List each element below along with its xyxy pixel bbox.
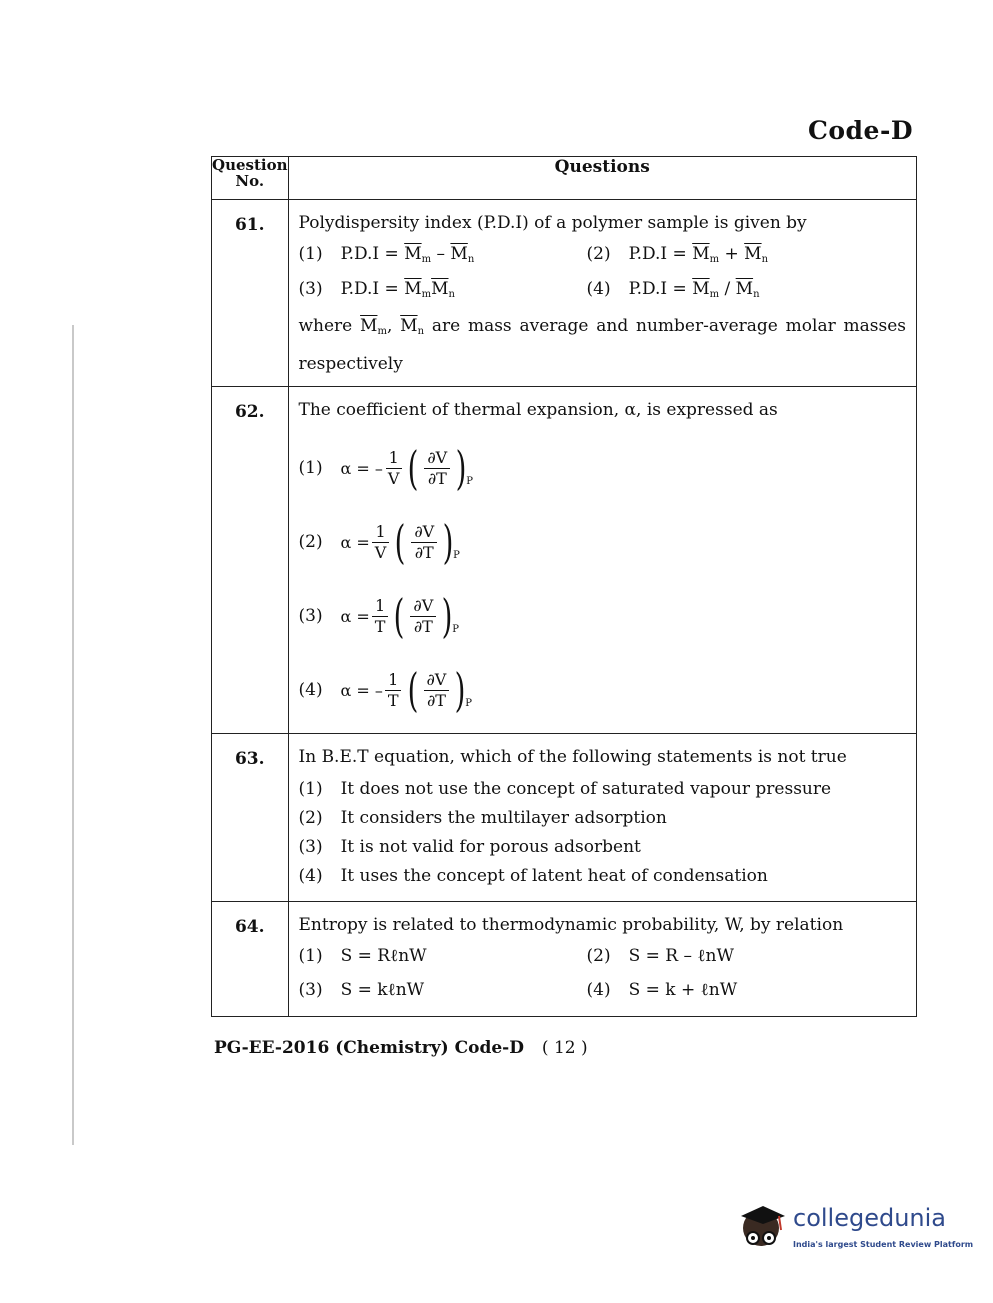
option-number: (2) [298,532,323,552]
question-text: Entropy is related to thermodynamic probability, W, by relation [298,915,844,935]
fraction [372,522,390,563]
page-footer [214,1038,588,1058]
question-number: 62. [212,387,289,734]
question-note [299,310,907,380]
formula-sub: m [709,254,720,265]
option-number: (2) [586,946,611,966]
formula-lhs: P.D.I = [628,244,693,264]
question-body [288,902,917,1017]
option-text: It uses the concept of latent heat of condensation [340,866,768,886]
partial-fraction [410,596,436,637]
note-term: $\overline{M}$ [360,316,378,336]
options [299,244,907,300]
note-sub: m [377,326,387,337]
formula-sub: n [761,254,769,265]
question-text: The coefficient of thermal expansion, α, is expressed as [298,400,778,420]
left-paren: ( [408,441,419,495]
formula-term: $\overline{M}$ [692,244,710,264]
fraction [372,596,389,637]
options [299,779,907,886]
footer-title: PG-EE-2016 (Chemistry) Code-D [214,1038,524,1058]
formula-term: $\overline{M}$ [431,279,449,299]
formula-term: $\overline{M}$ [744,244,762,264]
fraction [385,448,403,489]
column-question-no: Question No. [212,157,289,200]
option-formula [341,244,475,265]
fraction-num: 1 [372,596,388,617]
note-text: where [298,316,361,336]
fraction-den: ∂T [413,616,433,636]
option-2[interactable] [587,946,907,966]
option-number: (1) [298,458,323,478]
collegedunia-logo[interactable] [735,1198,974,1258]
option-number: (3) [298,980,323,1000]
question-number: 64. [212,902,289,1017]
note-text: are mass average and number-average molar masses respectively [298,316,906,374]
note-text: , [386,316,401,336]
formula-lhs: α = – [340,458,383,478]
formula-lhs: α = [340,532,370,552]
right-paren: ) [455,441,467,495]
formula-sub: m [421,254,432,265]
fraction-den: T [374,616,386,636]
option-number: (1) [298,244,323,264]
fraction [385,670,402,711]
fraction-den: V [374,542,387,562]
left-paren: ( [407,663,418,717]
option-4[interactable] [587,279,907,300]
option-4[interactable] [299,653,907,727]
option-4[interactable] [299,866,907,886]
option-formula [340,663,473,717]
option-number: (3) [298,837,323,857]
option-text: It is not valid for porous adsorbent [340,837,641,857]
option-4[interactable] [587,980,907,1000]
formula-sub: m [709,289,720,300]
formula-lhs: P.D.I = [628,279,693,299]
subscript-p: P [453,550,460,561]
left-paren: ( [394,589,405,643]
question-number: 63. [212,734,289,902]
question-text: Polydispersity index (P.D.I) of a polymer sample is given by [298,213,807,233]
formula-lhs: α = [340,606,370,626]
mascot-icon [735,1198,791,1258]
option-1[interactable] [299,244,587,265]
note-sub: n [417,326,425,337]
fraction-den: ∂T [426,690,446,710]
fraction-den: V [387,468,400,488]
option-2[interactable] [299,808,907,828]
option-formula [629,244,768,265]
fraction-num: 1 [372,522,388,543]
fraction-num: 1 [385,670,401,691]
formula-lhs: P.D.I = [340,279,405,299]
right-paren: ) [454,663,466,717]
option-number: (1) [298,946,323,966]
option-number: (4) [298,680,323,700]
formula-op: + [719,244,745,264]
question-row-63 [212,734,917,902]
question-body [288,734,917,902]
question-row-62 [212,387,917,734]
scan-margin-line [72,325,74,1145]
option-text: It does not use the concept of saturated vapour pressure [340,779,832,799]
subscript-p: P [465,698,473,709]
page-number: ( 12 ) [541,1038,588,1058]
partial-fraction [411,522,437,563]
option-1[interactable] [299,779,907,799]
question-row-64 [212,902,917,1017]
formula-lhs: P.D.I = [340,244,405,264]
paper-code: Code-D [807,116,913,145]
formula-op: – [431,244,451,264]
option-number: (2) [298,808,323,828]
logo-name: collegedunia [793,1204,947,1232]
fraction-den: T [387,690,399,710]
formula-term: $\overline{M}$ [692,279,710,299]
question-body [288,200,917,387]
fraction-num: ∂V [424,448,450,469]
option-text: S = R – ℓnW [628,946,734,966]
formula-sub: m [421,289,432,300]
option-text: It considers the multilayer adsorption [340,808,667,828]
note-term: $\overline{M}$ [400,316,418,336]
option-1[interactable] [299,431,907,505]
formula-term: $\overline{M}$ [404,279,422,299]
formula-sub: n [753,289,760,300]
formula-op: / [719,279,736,299]
option-1[interactable] [299,946,587,966]
option-3[interactable] [299,579,907,653]
option-text: S = kℓnW [340,980,425,1000]
option-number: (3) [298,279,323,299]
fraction-num: ∂V [410,596,436,617]
subscript-p: P [452,624,459,635]
left-paren: ( [394,515,406,569]
option-number: (3) [298,606,323,626]
formula-term: $\overline{M}$ [404,244,422,264]
question-text: In B.E.T equation, which of the following statements is not true [298,747,847,767]
formula-sub: n [467,254,475,265]
option-3[interactable] [299,980,587,1000]
option-formula [340,589,459,643]
option-number: (4) [298,866,323,886]
fraction-den: ∂T [414,542,434,562]
fraction-num: 1 [386,448,402,469]
formula-term: $\overline{M}$ [735,279,754,299]
option-formula [340,441,473,495]
right-paren: ) [441,589,453,643]
partial-fraction [424,670,450,711]
option-formula [629,279,760,300]
option-3[interactable] [299,279,587,300]
option-2[interactable] [299,505,907,579]
formula-lhs: α = – [340,680,383,700]
option-number: (1) [298,779,323,799]
question-body [288,387,917,734]
formula-term: $\overline{M}$ [450,244,468,264]
partial-fraction [424,448,450,489]
table-header-row [212,157,917,200]
fraction-num: ∂V [424,670,450,691]
option-formula [340,515,460,569]
options [299,946,907,1000]
option-number: (4) [586,279,611,299]
questions-table [211,156,917,1017]
option-number: (2) [586,244,611,264]
question-row-61 [212,200,917,387]
option-2[interactable] [587,244,907,265]
option-number: (4) [586,980,611,1000]
logo-tagline: India's largest Student Review Platform [793,1240,974,1249]
subscript-p: P [466,476,473,487]
right-paren: ) [442,515,454,569]
fraction-den: ∂T [427,468,447,488]
option-text: S = RℓnW [340,946,427,966]
option-3[interactable] [299,837,907,857]
option-formula [341,279,455,300]
option-text: S = k + ℓnW [628,980,738,1000]
formula-sub: n [448,289,455,300]
fraction-num: ∂V [411,522,437,543]
column-questions: Questions [288,157,917,200]
question-number: 61. [212,200,289,387]
